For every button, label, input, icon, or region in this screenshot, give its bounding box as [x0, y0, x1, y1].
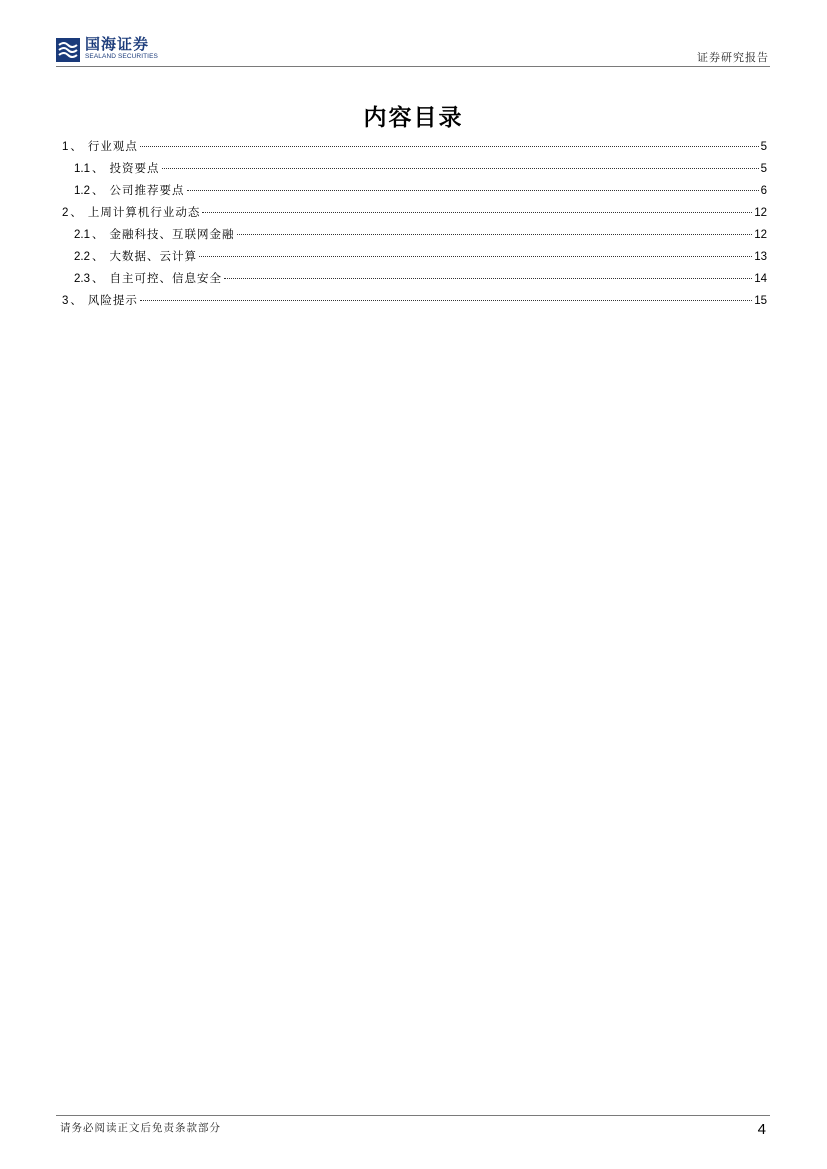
- toc-entry[interactable]: [62, 138, 767, 160]
- toc-entry-label: 金融科技、互联网金融: [109, 227, 235, 241]
- sealand-logo-icon: [56, 38, 80, 62]
- toc-entry-label: 大数据、云计算: [109, 249, 197, 263]
- toc-dot-leader: [237, 234, 753, 235]
- toc-entry-page: 6: [760, 185, 767, 197]
- toc-entry-label: 公司推荐要点: [109, 183, 185, 197]
- toc-entry-page: 5: [760, 163, 767, 175]
- toc-entry[interactable]: [62, 226, 767, 248]
- toc-entry-label: 行业观点: [87, 139, 138, 153]
- toc-dot-leader: [187, 190, 759, 191]
- toc-dot-leader: [202, 212, 752, 213]
- toc-entry-separator: 、: [70, 205, 82, 219]
- header-divider: [56, 66, 770, 67]
- toc-entry-separator: 、: [92, 183, 104, 197]
- toc-dot-leader: [199, 256, 752, 257]
- page-number: 4: [757, 1121, 766, 1138]
- disclaimer-note: 请务必阅读正文后免责条款部分: [60, 1122, 221, 1134]
- toc-entry-page: 12: [754, 229, 767, 241]
- toc-entry-number: 1.2: [74, 185, 90, 197]
- toc-entry-number: 1.1: [74, 163, 90, 175]
- brand-name-cn: 国海证券: [85, 35, 150, 53]
- toc-dot-leader: [224, 278, 752, 279]
- report-type: 证券研究报告: [697, 51, 769, 64]
- sealand-logo: [56, 36, 158, 66]
- toc-entry[interactable]: [62, 292, 767, 314]
- toc-dot-leader: [140, 146, 759, 147]
- table-of-contents: [62, 138, 767, 314]
- toc-entry-number: 2.1: [74, 229, 90, 241]
- toc-entry[interactable]: [62, 182, 767, 204]
- toc-entry-label: 自主可控、信息安全: [109, 271, 222, 285]
- toc-dot-leader: [140, 300, 752, 301]
- toc-entry[interactable]: [62, 160, 767, 182]
- toc-dot-leader: [162, 168, 759, 169]
- toc-entry-page: 5: [760, 141, 767, 153]
- toc-entry-separator: 、: [92, 161, 104, 175]
- toc-entry-separator: 、: [92, 271, 104, 285]
- toc-entry-page: 12: [754, 207, 767, 219]
- toc-entry-label: 风险提示: [87, 293, 138, 307]
- toc-entry-label: 投资要点: [109, 161, 160, 175]
- toc-entry-number: 1: [62, 141, 69, 153]
- toc-entry-number: 2.3: [74, 273, 90, 285]
- toc-entry-separator: 、: [92, 249, 104, 263]
- toc-entry-separator: 、: [92, 227, 104, 241]
- toc-entry-number: 2: [62, 207, 69, 219]
- toc-title: 内容目录: [363, 104, 464, 131]
- toc-entry-separator: 、: [70, 293, 82, 307]
- toc-entry-separator: 、: [70, 139, 82, 153]
- toc-entry[interactable]: [62, 204, 767, 226]
- toc-entry-number: 3: [62, 295, 69, 307]
- toc-entry-page: 14: [754, 273, 767, 285]
- toc-entry-number: 2.2: [74, 251, 90, 263]
- toc-entry[interactable]: [62, 270, 767, 292]
- brand-name-en: SEALAND SECURITIES: [85, 53, 158, 60]
- page-header: [56, 34, 769, 66]
- footer-divider: [56, 1115, 770, 1116]
- toc-entry-page: 13: [754, 251, 767, 263]
- toc-entry-page: 15: [754, 295, 767, 307]
- toc-entry-label: 上周计算机行业动态: [87, 205, 201, 219]
- toc-entry[interactable]: [62, 248, 767, 270]
